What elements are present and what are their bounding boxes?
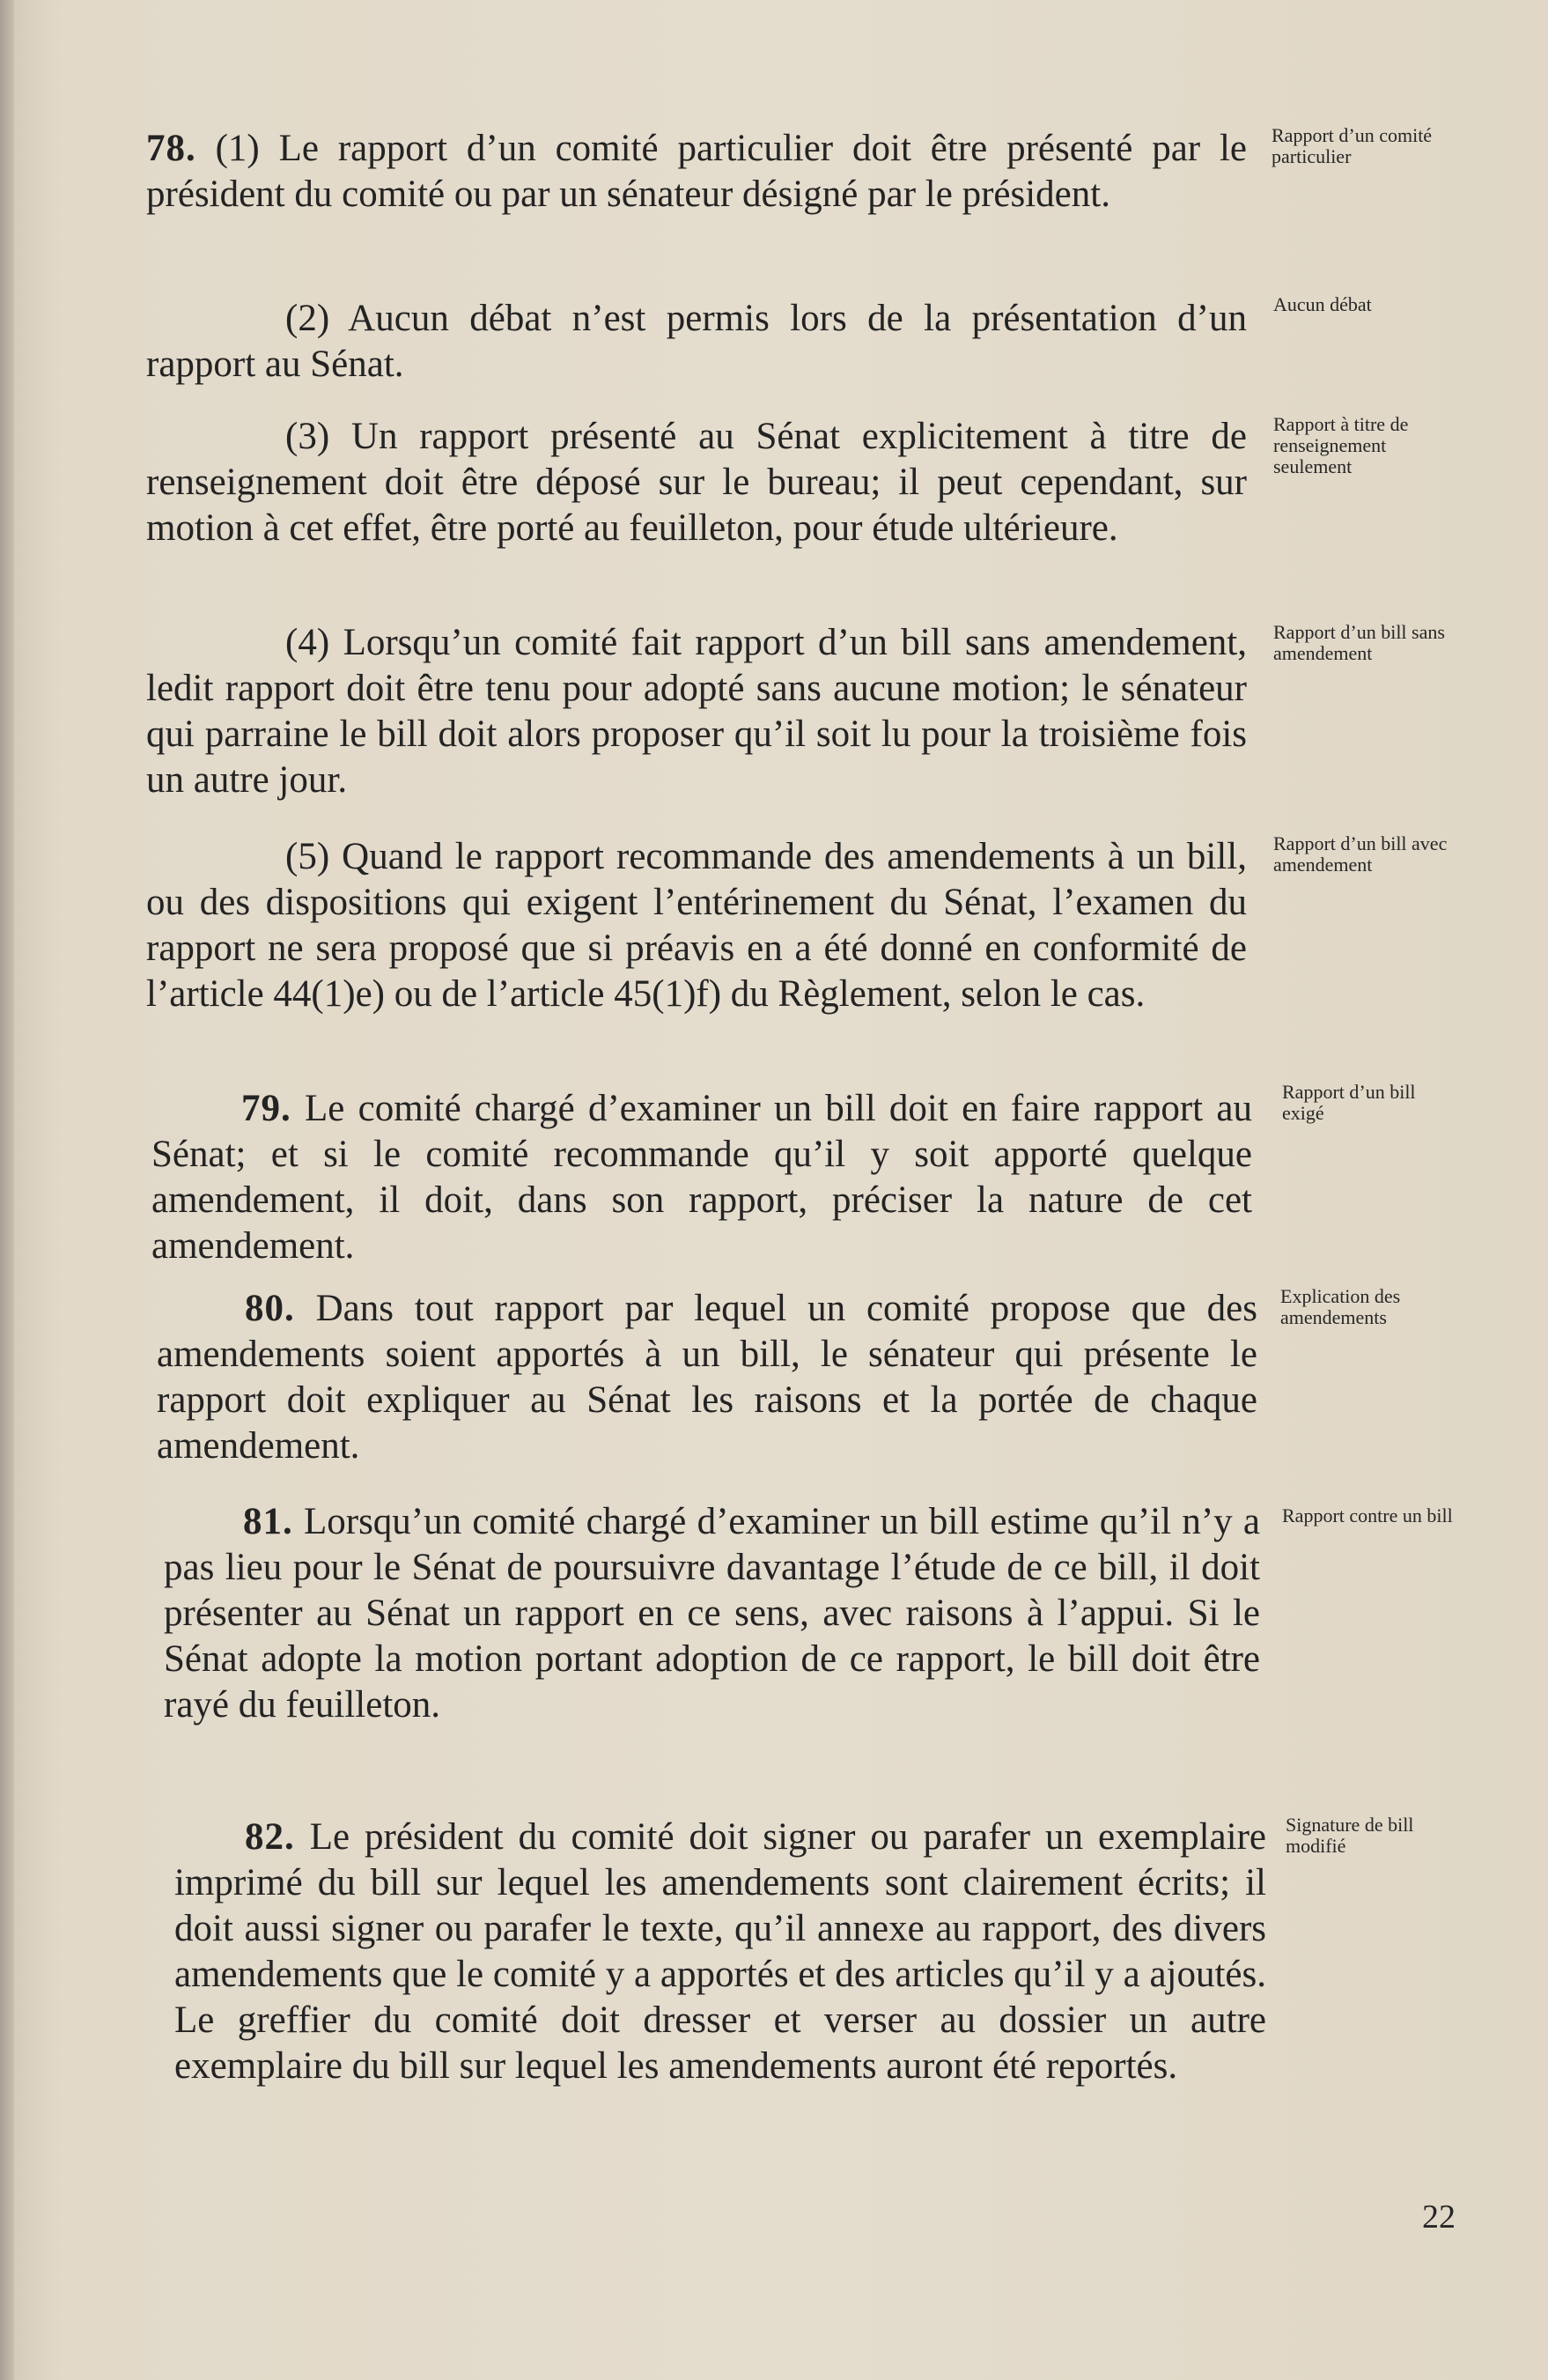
- page-number: 22: [1422, 2199, 1456, 2236]
- rule-text: Le comité chargé d’examiner un bill doit en faire rapport au Sénat; et si le comité recommande qu’il y soit apporté quelque amendement, il doit, dans son rapport, préciser la nature de cet amendement.: [151, 1088, 1252, 1267]
- margin-note: Rapport d’un bill exigé: [1282, 1081, 1416, 1124]
- rule-text: (2) Aucun débat n’est permis lors de la présentation d’un rapport au Sénat.: [146, 298, 1247, 385]
- margin-note: Rapport à titre de renseignement seulement: [1273, 413, 1409, 477]
- rule-number: 78.: [146, 128, 196, 169]
- rule-78-4: [146, 620, 1247, 803]
- rule-80: [157, 1286, 1257, 1469]
- margin-note: Rapport d’un bill sans amendement: [1273, 621, 1445, 664]
- rule-text: (1) Le rapport d’un comité particulier doit être présenté par le président du comité ou par un sénateur désigné par le président.: [146, 128, 1247, 215]
- rule-text: Dans tout rapport par lequel un comité propose que des amendements soient apportés à un bill, le sénateur qui présente le rapport doit expliquer au Sénat les raisons et la portée de chaque amendement.: [157, 1288, 1257, 1467]
- rule-text: (4) Lorsqu’un comité fait rapport d’un bill sans amendement, ledit rapport doit être tenu pour adopté sans aucune motion; le sénateur qui parraine le bill doit alors proposer qu’il soit lu pour la troisième fois un autre jour.: [146, 622, 1247, 801]
- rule-number: 82.: [245, 1816, 295, 1858]
- rule-text: Lorsqu’un comité chargé d’examiner un bill estime qu’il n’y a pas lieu pour le Sénat de poursuivre davantage l’étude de ce bill, il doit présenter au Sénat un rapport en ce sens, avec raisons à l’appui. Si le Sénat adopte la motion portant adoption de ce rapport, le bill doit être rayé du feuilleton.: [164, 1501, 1260, 1726]
- rule-text: Le président du comité doit signer ou parafer un exemplaire imprimé du bill sur lequel les amendements sont clairement écrits; il doit aussi signer ou parafer le texte, qu’il annexe au rapport, des divers amendements que le comité y a apportés et des articles qu’il y a ajoutés. Le greffier du comité doit dresser et verser au dossier un autre exemplaire du bill sur lequel les amendements auront été reportés.: [174, 1816, 1266, 2087]
- rule-78-2: [146, 296, 1247, 388]
- rule-number: 80.: [245, 1288, 295, 1329]
- page-binding-edge: [0, 0, 14, 2380]
- rule-78-3: [146, 414, 1247, 551]
- margin-note: Signature de bill modifié: [1286, 1814, 1414, 1857]
- rule-number: 81.: [243, 1501, 293, 1542]
- rule-text: (3) Un rapport présenté au Sénat explicitement à titre de renseignement doit être déposé sur le bureau; il peut cependant, sur motion à cet effet, être porté au feuilleton, pour étude ultérieure.: [146, 416, 1247, 549]
- rule-number: 79.: [241, 1088, 291, 1129]
- margin-note: Aucun débat: [1273, 293, 1372, 315]
- margin-note: Rapport d’un comité particulier: [1272, 124, 1433, 167]
- rule-79: [151, 1086, 1252, 1269]
- margin-note: Explication des amendements: [1280, 1285, 1401, 1328]
- rule-82: [174, 1815, 1266, 2089]
- rule-text: (5) Quand le rapport recommande des amendements à un bill, ou des dispositions qui exigent l’entérinement du Sénat, l’examen du rapport ne sera proposé que si préavis en a été donné en conformité de l’article 44(1)e) ou de l’article 45(1)f) du Règlement, selon le cas.: [146, 836, 1247, 1015]
- rule-78-5: [146, 834, 1247, 1017]
- rule-81: [164, 1499, 1260, 1728]
- rule-78-1: [146, 126, 1247, 218]
- margin-note: Rapport d’un bill avec amendement: [1273, 832, 1448, 876]
- margin-note: Rapport contre un bill: [1282, 1504, 1453, 1526]
